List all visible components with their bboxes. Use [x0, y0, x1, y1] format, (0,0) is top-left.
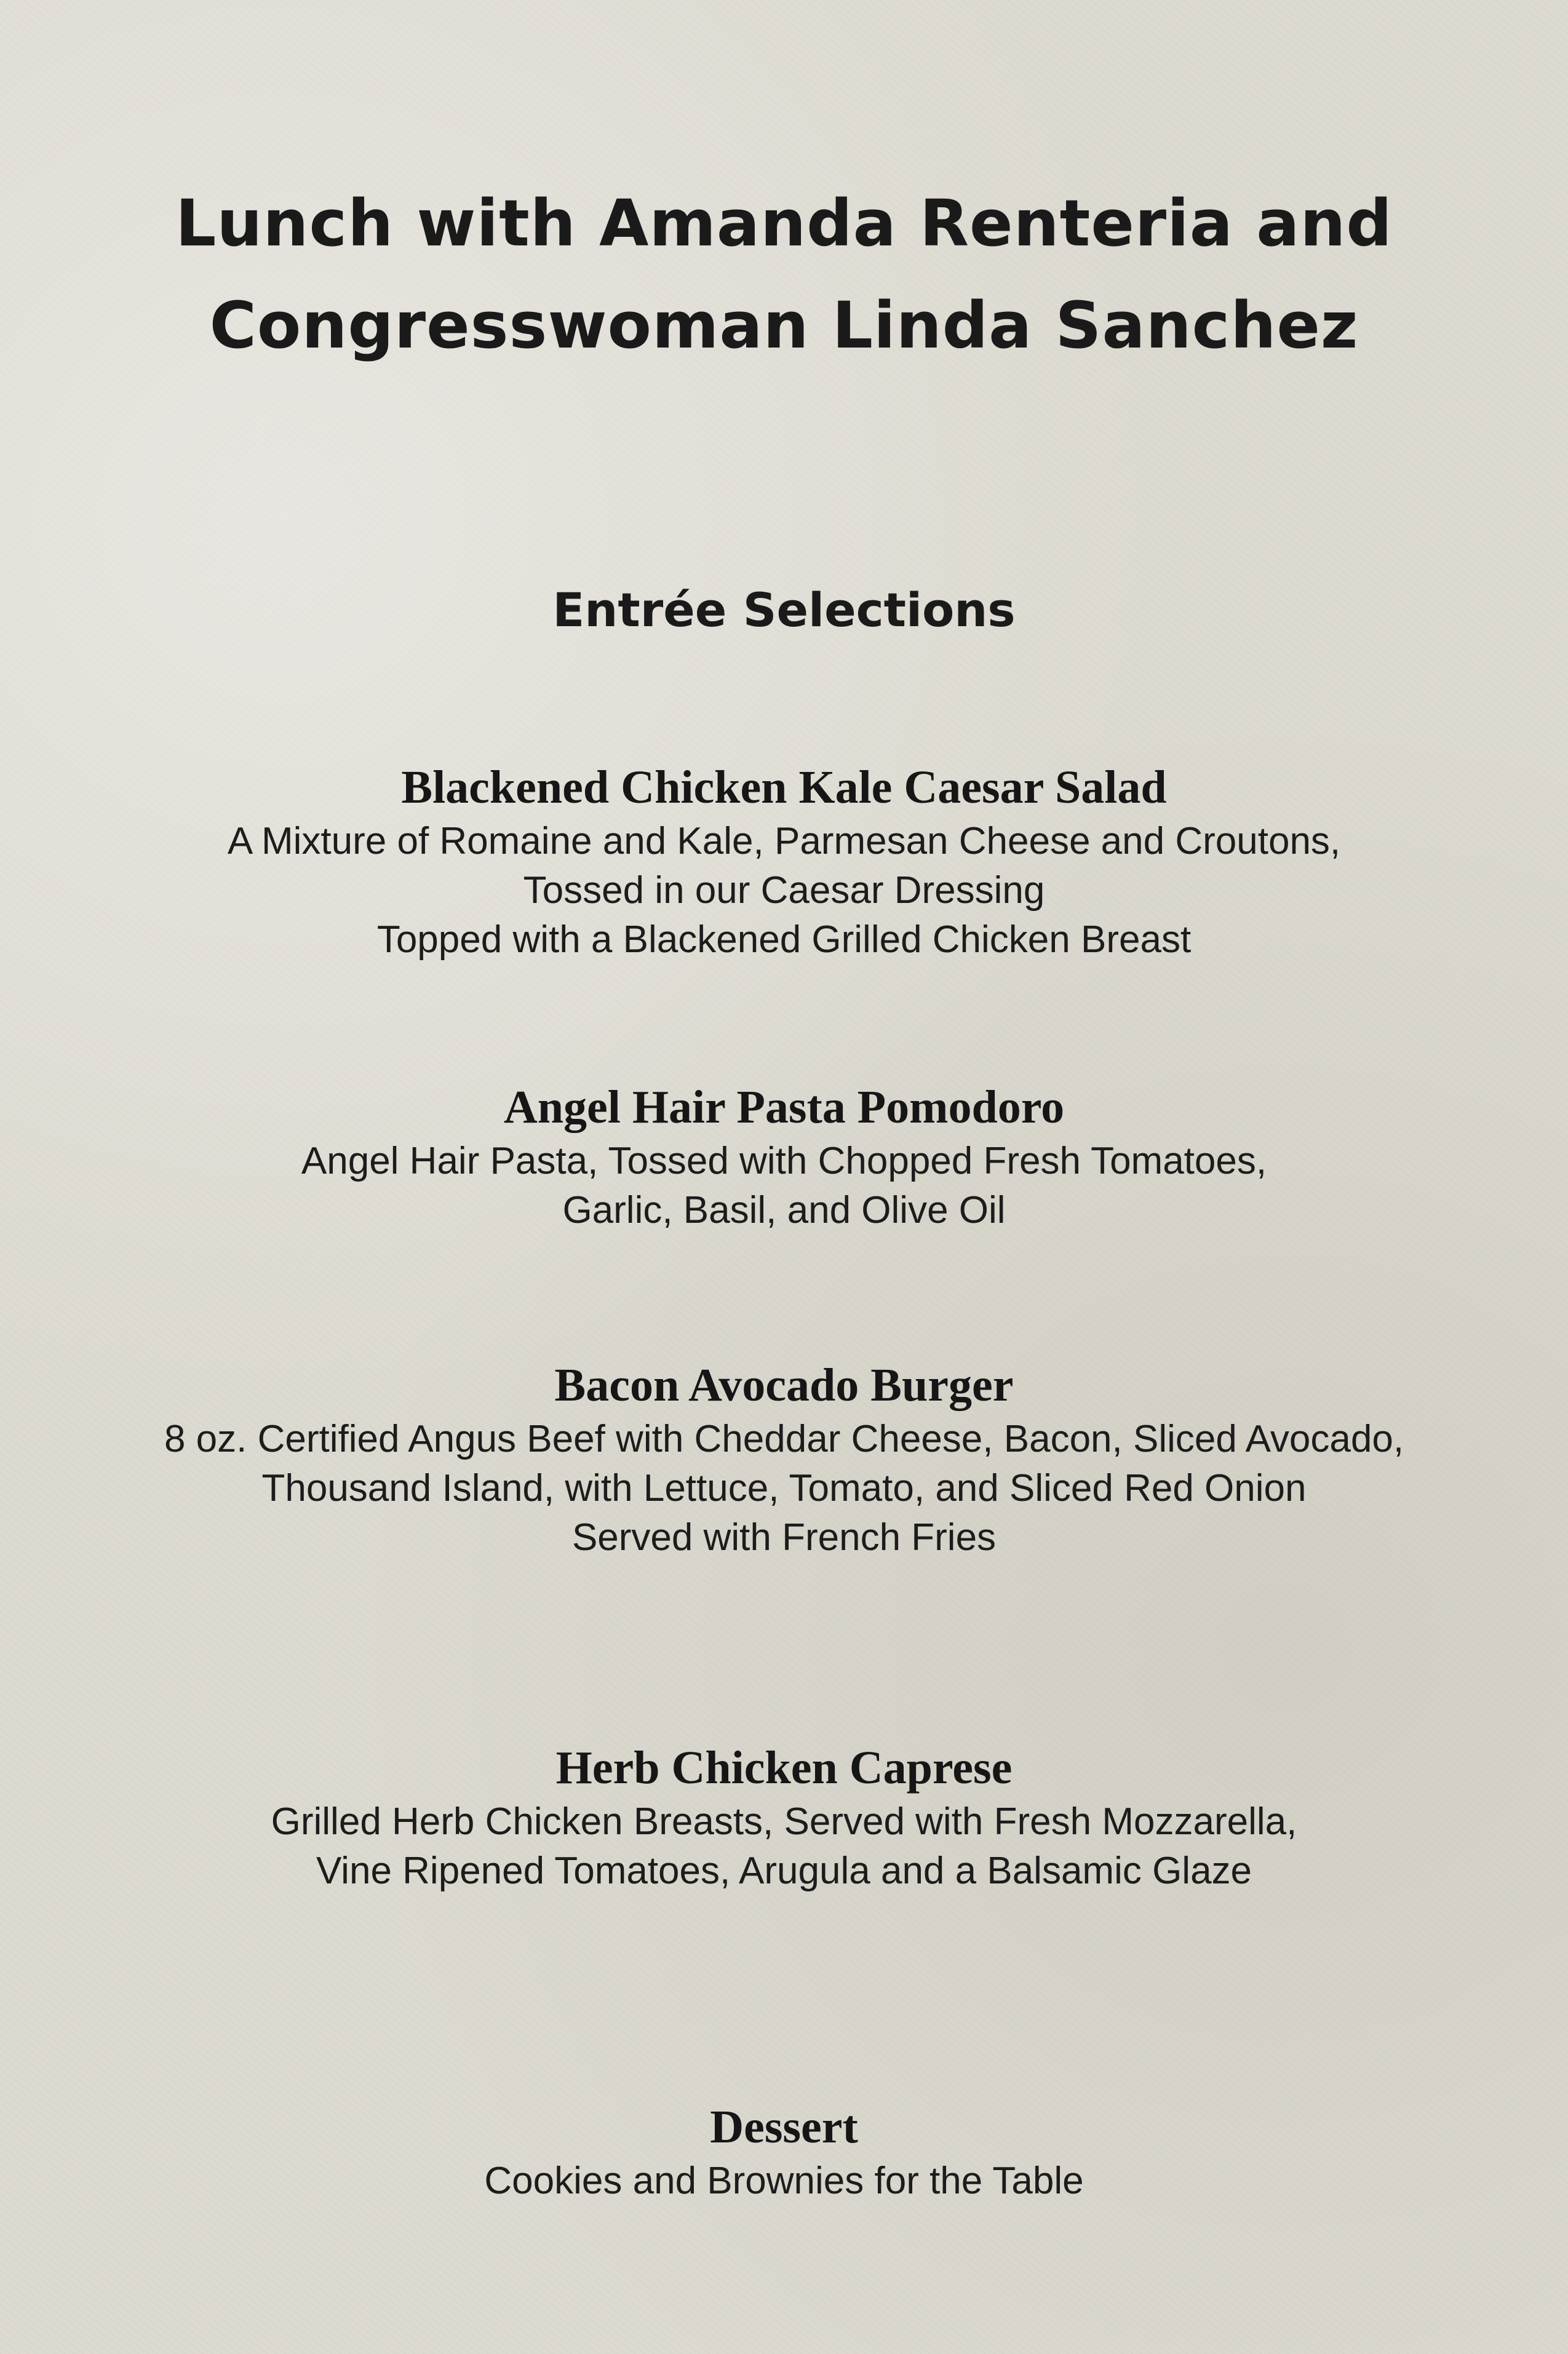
entree-description [0, 1797, 1568, 1896]
description-line: Thousand Island, with Lettuce, Tomato, and Sliced Red Onion [261, 1467, 1307, 1509]
description-line: Grilled Herb Chicken Breasts, Served with Fresh Mozzarella, [271, 1800, 1297, 1843]
description-line: Cookies and Brownies for the Table [484, 2160, 1084, 2202]
description-line: Garlic, Basil, and Olive Oil [562, 1189, 1006, 1231]
description-line: A Mixture of Romaine and Kale, Parmesan Cheese and Croutons, [227, 820, 1341, 862]
entree-description [0, 1137, 1568, 1235]
entree-selections-heading: Entrée Selections [552, 583, 1016, 637]
menu-title-line-1: Lunch with Amanda Renteria and [175, 186, 1393, 261]
dessert-section [0, 2098, 1568, 2206]
entree-name: Angel Hair Pasta Pomodoro [503, 1081, 1065, 1133]
entree-herb-chicken-caprese [0, 1738, 1568, 1896]
entree-description [0, 817, 1568, 964]
dessert-heading: Dessert [710, 2101, 858, 2153]
description-line: 8 oz. Certified Angus Beef with Cheddar Cheese, Bacon, Sliced Avocado, [164, 1418, 1404, 1460]
entree-name: Blackened Chicken Kale Caesar Salad [401, 761, 1167, 813]
description-line: Tossed in our Caesar Dressing [523, 869, 1045, 912]
description-line: Angel Hair Pasta, Tossed with Chopped Fresh Tomatoes, [301, 1140, 1267, 1182]
entree-name: Herb Chicken Caprese [555, 1742, 1013, 1794]
entree-name: Bacon Avocado Burger [554, 1359, 1014, 1411]
description-line: Topped with a Blackened Grilled Chicken Breast [376, 918, 1192, 961]
entree-caesar-salad [0, 758, 1568, 964]
description-line: Served with French Fries [571, 1516, 997, 1559]
dessert-description [0, 2157, 1568, 2206]
menu-title [0, 172, 1568, 376]
menu-title-line-2: Congresswoman Linda Sanchez [209, 288, 1359, 363]
entree-description [0, 1415, 1568, 1562]
description-line: Vine Ripened Tomatoes, Arugula and a Balsamic Glaze [316, 1850, 1252, 1892]
entree-bacon-avocado-burger [0, 1356, 1568, 1562]
entree-angel-hair-pasta [0, 1078, 1568, 1235]
